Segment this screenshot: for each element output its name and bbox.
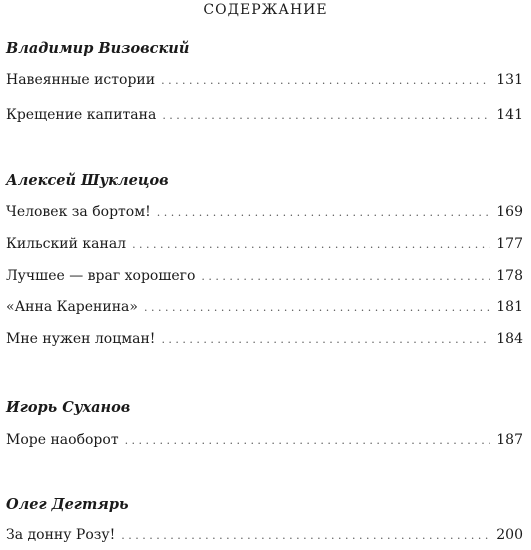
page-number: 181 — [496, 299, 523, 315]
page-number: 169 — [496, 204, 523, 220]
entry-title: Человек за бортом! — [6, 204, 151, 220]
leader-dots — [132, 238, 490, 251]
toc-entry[interactable] — [6, 236, 523, 258]
toc-entry[interactable] — [6, 268, 523, 290]
entry-title: За донну Розу! — [6, 527, 116, 543]
toc-entry[interactable] — [6, 204, 523, 226]
entry-title: «Анна Каренина» — [6, 299, 138, 315]
author-name: Игорь Суханов — [6, 399, 131, 416]
author-name: Владимир Визовский — [6, 40, 190, 57]
page-number: 131 — [496, 72, 523, 88]
entry-title: Крещение капитана — [6, 107, 157, 123]
leader-dots — [144, 301, 490, 314]
toc-entry[interactable] — [6, 299, 523, 321]
toc-entry[interactable] — [6, 107, 523, 129]
author-name: Алексей Шуклецов — [6, 172, 169, 189]
toc-entry[interactable] — [6, 432, 523, 454]
entry-title: Кильский канал — [6, 236, 127, 252]
page-number: 184 — [496, 331, 523, 347]
page-number: 187 — [496, 432, 523, 448]
toc-entry[interactable] — [6, 527, 523, 549]
toc-entry[interactable] — [6, 72, 523, 94]
page-title: СОДЕРЖАНИЕ — [203, 2, 328, 18]
entry-title: Навеянные истории — [6, 72, 156, 88]
page-number: 177 — [496, 236, 523, 252]
leader-dots — [161, 333, 490, 346]
leader-dots — [157, 206, 491, 219]
leader-dots — [121, 529, 490, 542]
leader-dots — [162, 109, 490, 122]
page-number: 141 — [496, 107, 523, 123]
leader-dots — [161, 74, 490, 87]
page-number: 200 — [496, 527, 523, 543]
entry-title: Мне нужен лоцман! — [6, 331, 156, 347]
author-name: Олег Дегтярь — [6, 496, 129, 513]
page-number: 178 — [496, 268, 523, 284]
leader-dots — [125, 434, 491, 447]
entry-title: Море наоборот — [6, 432, 119, 448]
leader-dots — [201, 270, 490, 283]
entry-title: Лучшее — враг хорошего — [6, 268, 196, 284]
toc-entry[interactable] — [6, 331, 523, 353]
